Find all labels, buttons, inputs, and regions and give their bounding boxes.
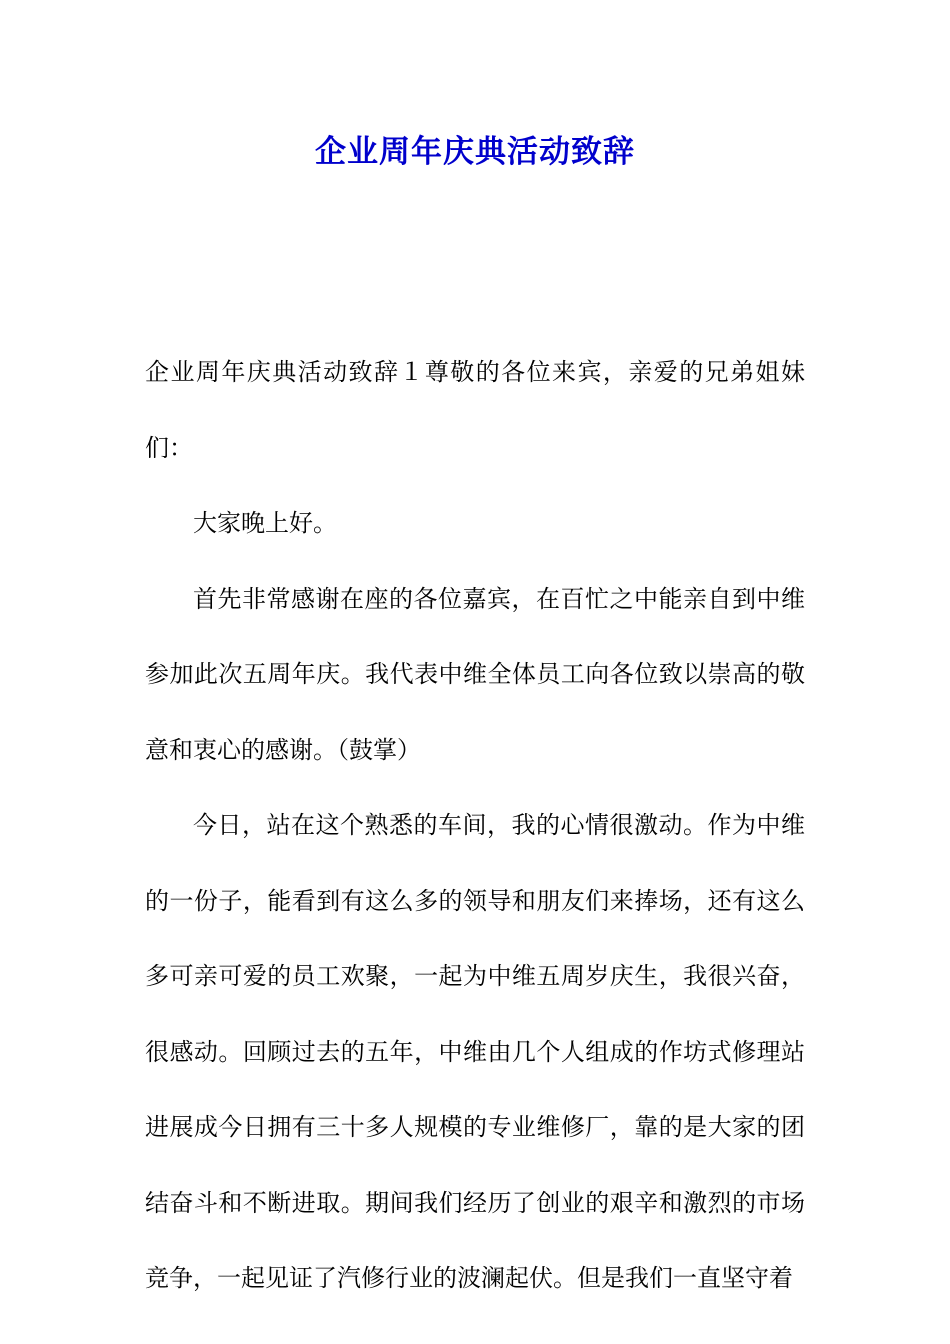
paragraph-thanks: 首先非常感谢在座的各位嘉宾，在百忙之中能亲自到中维参加此次五周年庆。我代表中维全体员工向各位致以崇高的敬意和衷心的感谢。（鼓掌） [145,584,805,764]
document-body [145,335,805,1317]
paragraph-review: 今日，站在这个熟悉的车间，我的心情很激动。作为中维的一份子，能看到有这么多的领导和朋友们来捧场，还有这么多可亲可爱的员工欢聚，一起为中维五周岁庆生，我很兴奋，很感动。回顾过去的五年，中维由几个人组成的作坊式修理站进展成今日拥有三十多人规模的专业维修厂，靠的是大家的团结奋斗和不断进取。期间我们经历了创业的艰辛和激烈的市场竞争，一起见证了汽修行业的波澜起伏。但是我们一直坚守着 [145,811,805,1292]
document-title: 企业周年庆典活动致辞 [315,134,635,170]
paragraph-opening: 企业周年庆典活动致辞１尊敬的各位来宾，亲爱的兄弟姐妹们： [145,358,805,462]
paragraph-greeting: 大家晚上好。 [193,509,337,537]
